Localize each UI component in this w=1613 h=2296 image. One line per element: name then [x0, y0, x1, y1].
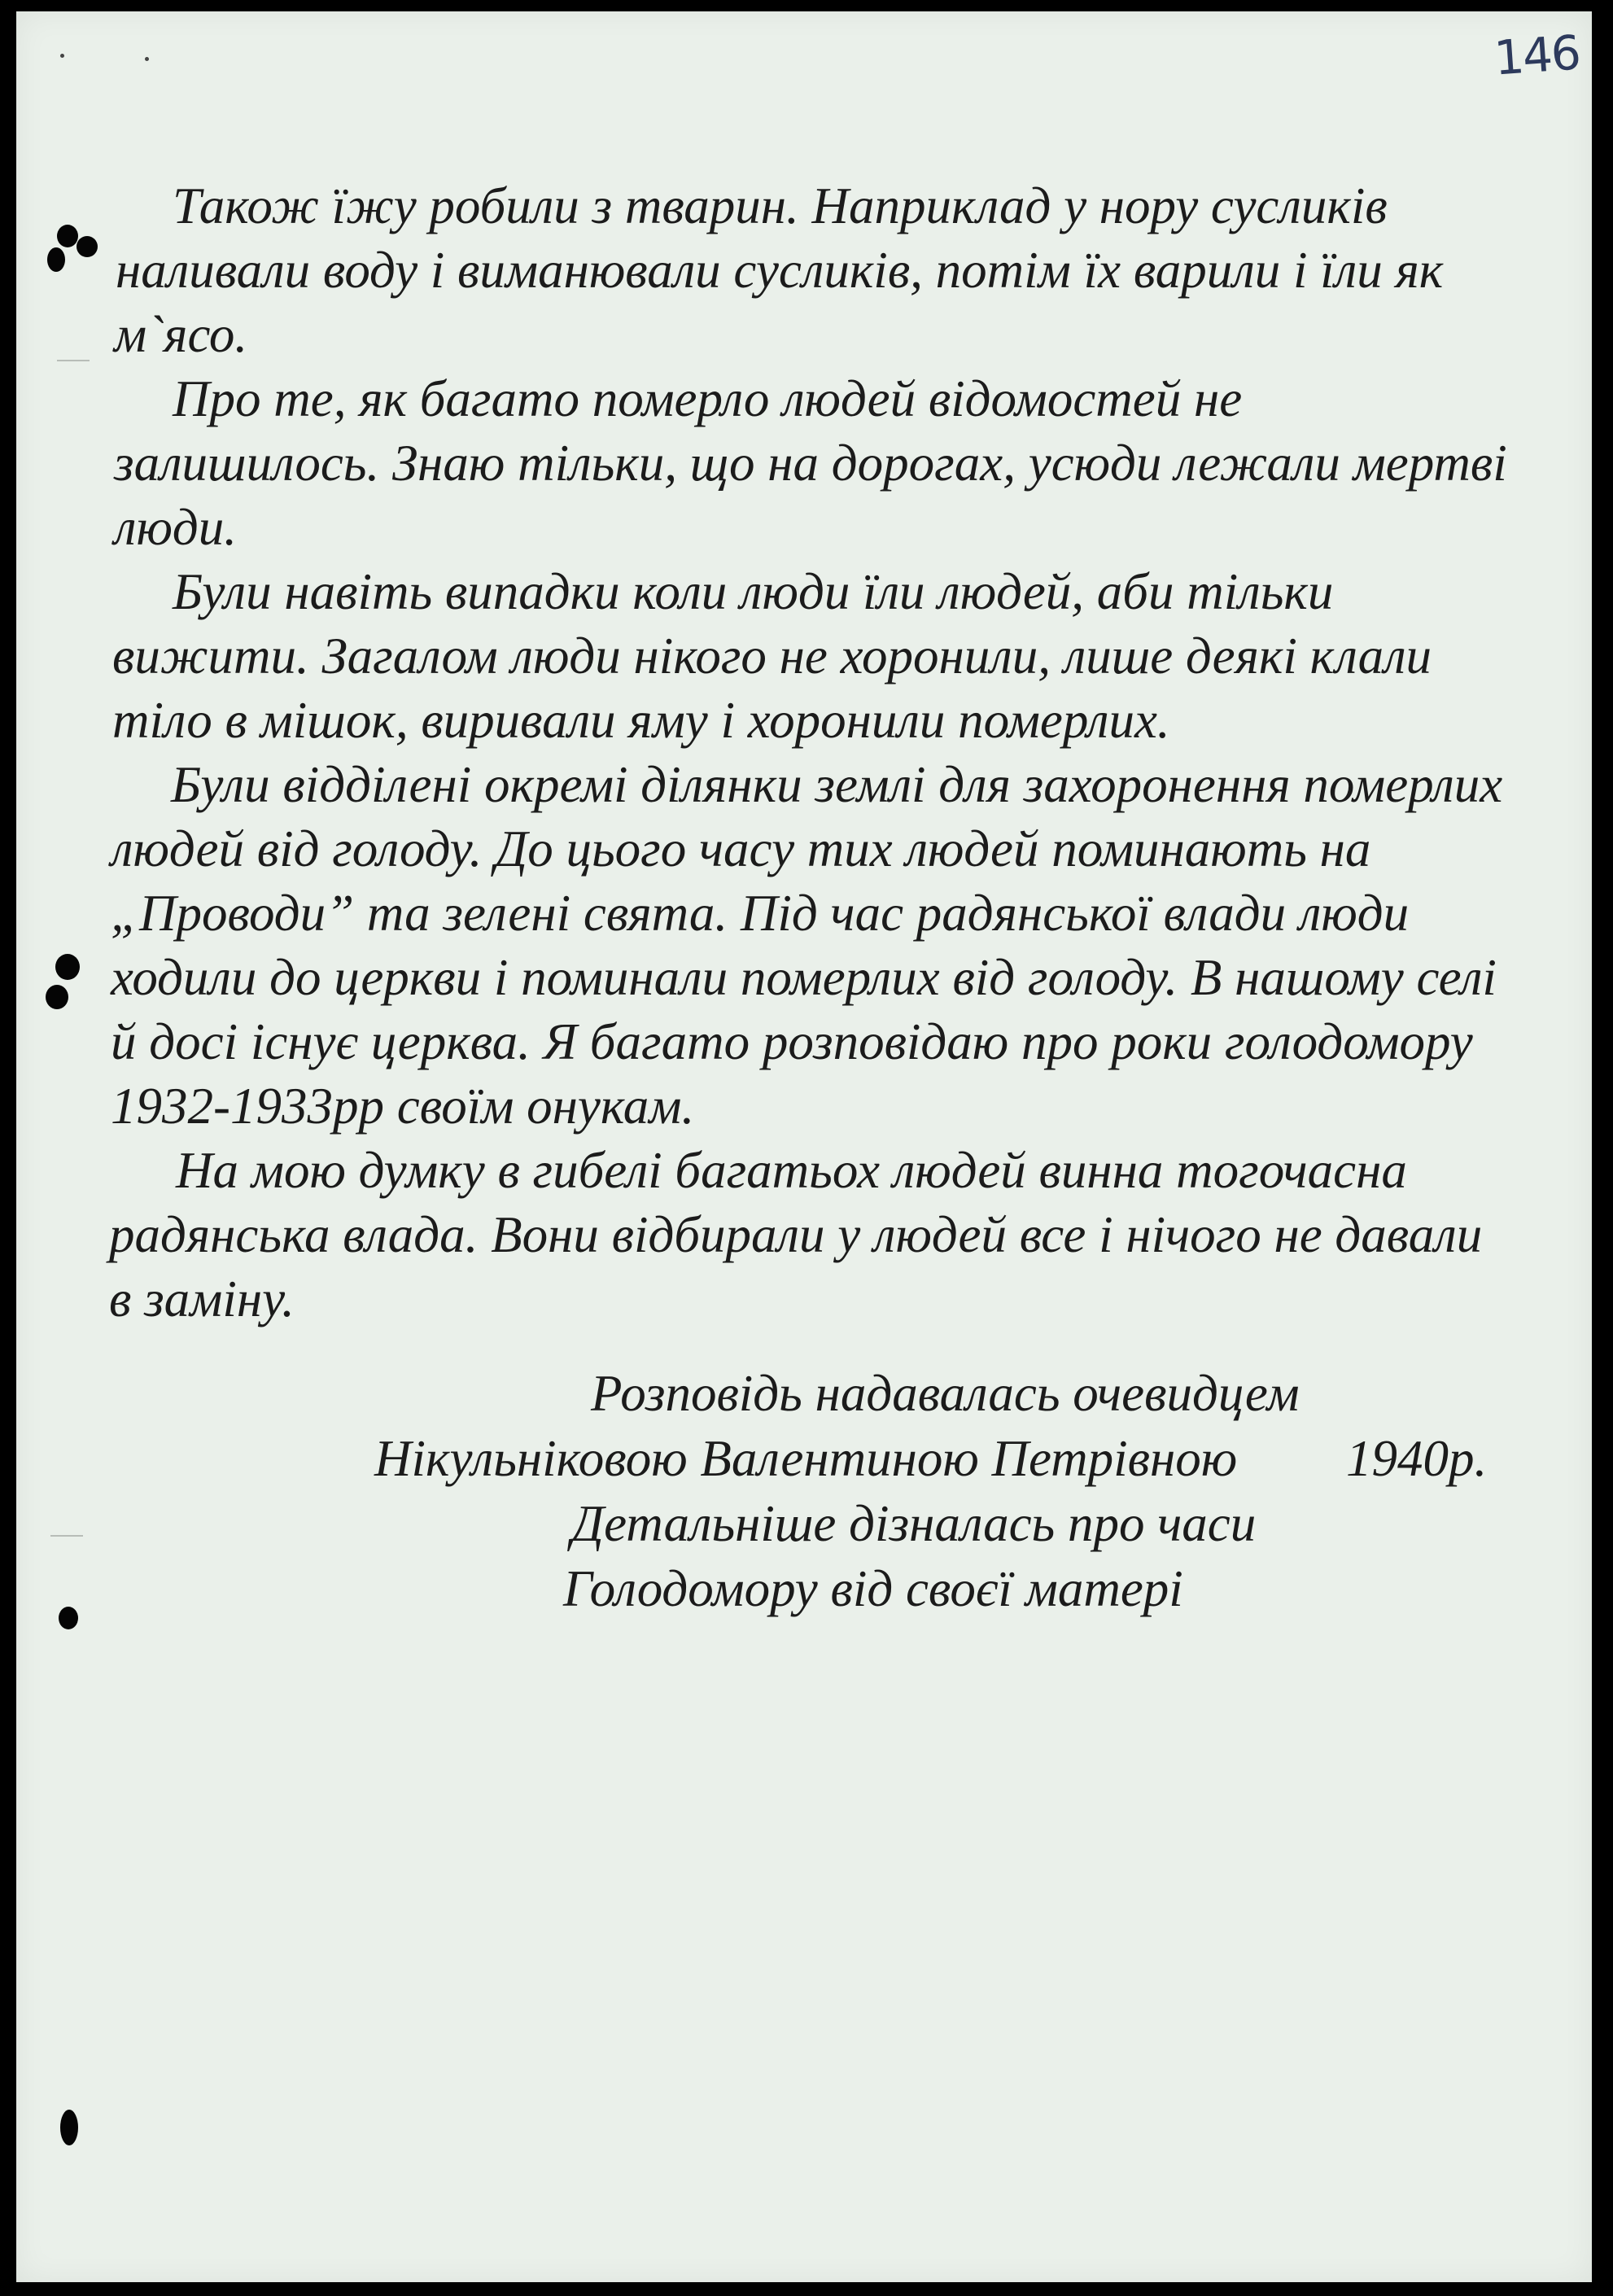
binder-hole-mark [59, 1607, 78, 1629]
text-line: вижити. Загалом люди нікого не хоронили, лише деякі клали [112, 628, 1432, 684]
text-line: люди. [114, 499, 238, 556]
page-number: 146 [1492, 24, 1581, 86]
binder-hole-mark [60, 2110, 78, 2145]
text-line: Були навіть випадки коли люди їли людей, аби тільки [173, 563, 1334, 620]
text-line: м`ясо. [114, 306, 248, 363]
text-line: „Проводи” та зелені свята. Під час радянської влади люди [111, 885, 1410, 942]
scan-speck [60, 54, 64, 58]
text-line: наливали воду і виманювали сусликів, потім їх варили і їли як [116, 242, 1444, 299]
binder-hole-mark [57, 225, 78, 247]
text-line: тіло в мішок, виривали яму і хоронили померлих. [112, 692, 1170, 749]
text-line: На мою думку в гибелі багатьох людей винна тогочасна [176, 1142, 1407, 1199]
text-line: в заміну. [109, 1270, 295, 1327]
document-body [91, 174, 1589, 1332]
text-line: людей від голоду. До цього часу тих людей поминають на [111, 820, 1371, 877]
text-line: радянська влада. Вони відбирали у людей все і нічого не давали [109, 1206, 1483, 1263]
scan-speck [145, 57, 149, 61]
text-line: Про те, як багато померло людей відомостей не [173, 370, 1243, 427]
scan-dash-mark [50, 1535, 83, 1537]
document-page [16, 11, 1592, 2282]
text-line: Були відділені окремі ділянки землі для захоронення померлих [171, 756, 1503, 813]
binder-hole-mark [55, 954, 80, 980]
signature-line: Детальніше дізналась про часи [571, 1495, 1257, 1552]
signature-line: Голодомору від своєї матері [563, 1560, 1183, 1617]
text-line: Також їжу робили з тварин. Наприклад у нору сусликів [173, 177, 1388, 234]
text-line: залишилось. Знаю тільки, що на дорогах, усюди лежали мертві [114, 435, 1507, 492]
signature-year: 1940р. [1346, 1430, 1488, 1487]
scan-dash-mark [57, 360, 90, 361]
binder-hole-mark [46, 985, 68, 1009]
text-line: ходили до церкви і поминали померлих від голоду. В нашому селі [111, 949, 1497, 1006]
text-line: й досі існує церква. Я багато розповідаю про роки голодомору [111, 1013, 1473, 1070]
signature-line: Розповідь надавалась очевидцем [591, 1365, 1300, 1422]
text-line: 1932-1933рр своїм онукам. [111, 1078, 695, 1135]
signature-name: Нікульніковою Валентиною Петрівною [374, 1430, 1238, 1487]
binder-hole-mark [47, 247, 65, 272]
